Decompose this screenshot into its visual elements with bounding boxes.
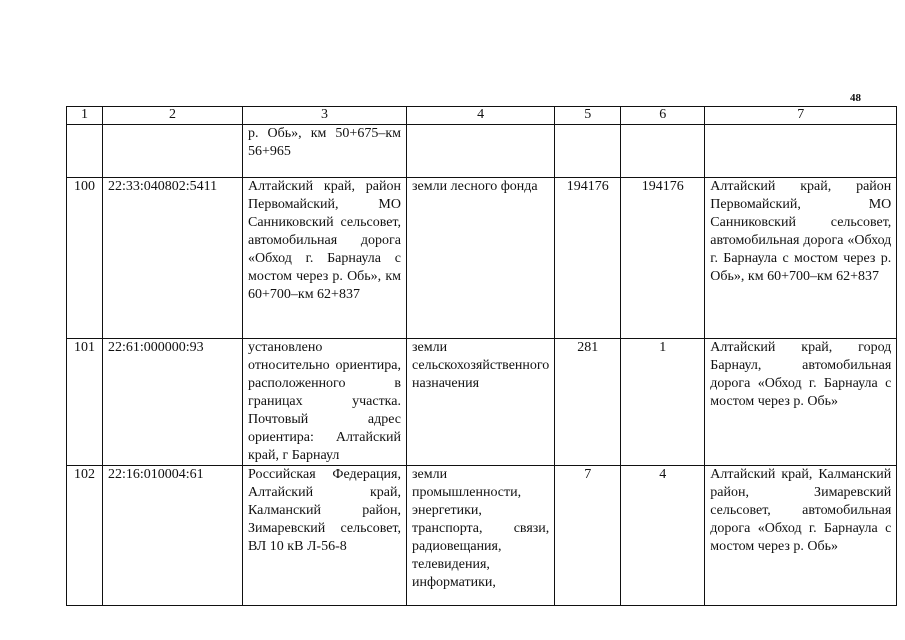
- total-area-cell: 194176: [555, 178, 621, 339]
- cadastral-number-cell: 22:16:010004:61: [103, 466, 243, 606]
- cadastral-number-cell: [103, 125, 243, 178]
- address-cell: [705, 125, 897, 178]
- land-category-cell: земли промышленности, энергетики, транспорта, связи, радиовещания, телевидения, информатики,: [407, 466, 555, 606]
- column-header: 1: [67, 107, 103, 125]
- location-cell: Российская Федерация, Алтайский край, Калманский район, Зимаревский сельсовет, ВЛ 10 кВ Л-56-8: [243, 466, 407, 606]
- column-header: 4: [407, 107, 555, 125]
- part-area-cell: 1: [621, 339, 705, 466]
- address-cell: Алтайский край, район Первомайский, МО Санниковский сельсовет, автомобильная дорога «Обход г. Барнаула с мостом через р. Обь», км 60+700–км 62+837: [705, 178, 897, 339]
- land-category-cell: [407, 125, 555, 178]
- row-number-cell: 102: [67, 466, 103, 606]
- total-area-cell: [555, 125, 621, 178]
- header-row: [67, 107, 897, 125]
- location-cell: установлено относительно ориентира, расположенного в границах участка. Почтовый адрес ориентира: Алтайский край, г Барнаул: [243, 339, 407, 466]
- land-category-cell: земли сельскохозяйственного назначения: [407, 339, 555, 466]
- cadastral-number-cell: 22:33:040802:5411: [103, 178, 243, 339]
- column-header: 7: [705, 107, 897, 125]
- address-cell: Алтайский край, Калманский район, Зимаревский сельсовет, автомобильная дорога «Обход г. Барнаула с мостом через р. Обь»: [705, 466, 897, 606]
- column-header: 5: [555, 107, 621, 125]
- part-area-cell: 194176: [621, 178, 705, 339]
- table-row: [67, 466, 897, 606]
- total-area-cell: 281: [555, 339, 621, 466]
- row-number-cell: 100: [67, 178, 103, 339]
- column-header: 6: [621, 107, 705, 125]
- location-cell: Алтайский край, район Первомайский, МО Санниковский сельсовет, автомобильная дорога «Обход г. Барнаула с мостом через р. Обь», км 60+700–км 62+837: [243, 178, 407, 339]
- cadastral-number-cell: 22:61:000000:93: [103, 339, 243, 466]
- part-area-cell: 4: [621, 466, 705, 606]
- total-area-cell: 7: [555, 466, 621, 606]
- location-cell: р. Обь», км 50+675–км 56+965: [243, 125, 407, 178]
- page-number: 48: [850, 92, 861, 104]
- row-number-cell: 101: [67, 339, 103, 466]
- part-area-cell: [621, 125, 705, 178]
- row-number-cell: [67, 125, 103, 178]
- address-cell: Алтайский край, город Барнаул, автомобильная дорога «Обход г. Барнаула с мостом через р. Обь»: [705, 339, 897, 466]
- column-header: 2: [103, 107, 243, 125]
- land-plot-table: [66, 106, 897, 606]
- table-row: [67, 178, 897, 339]
- table-row: [67, 125, 897, 178]
- table-row: [67, 339, 897, 466]
- column-header: 3: [243, 107, 407, 125]
- land-category-cell: земли лесного фонда: [407, 178, 555, 339]
